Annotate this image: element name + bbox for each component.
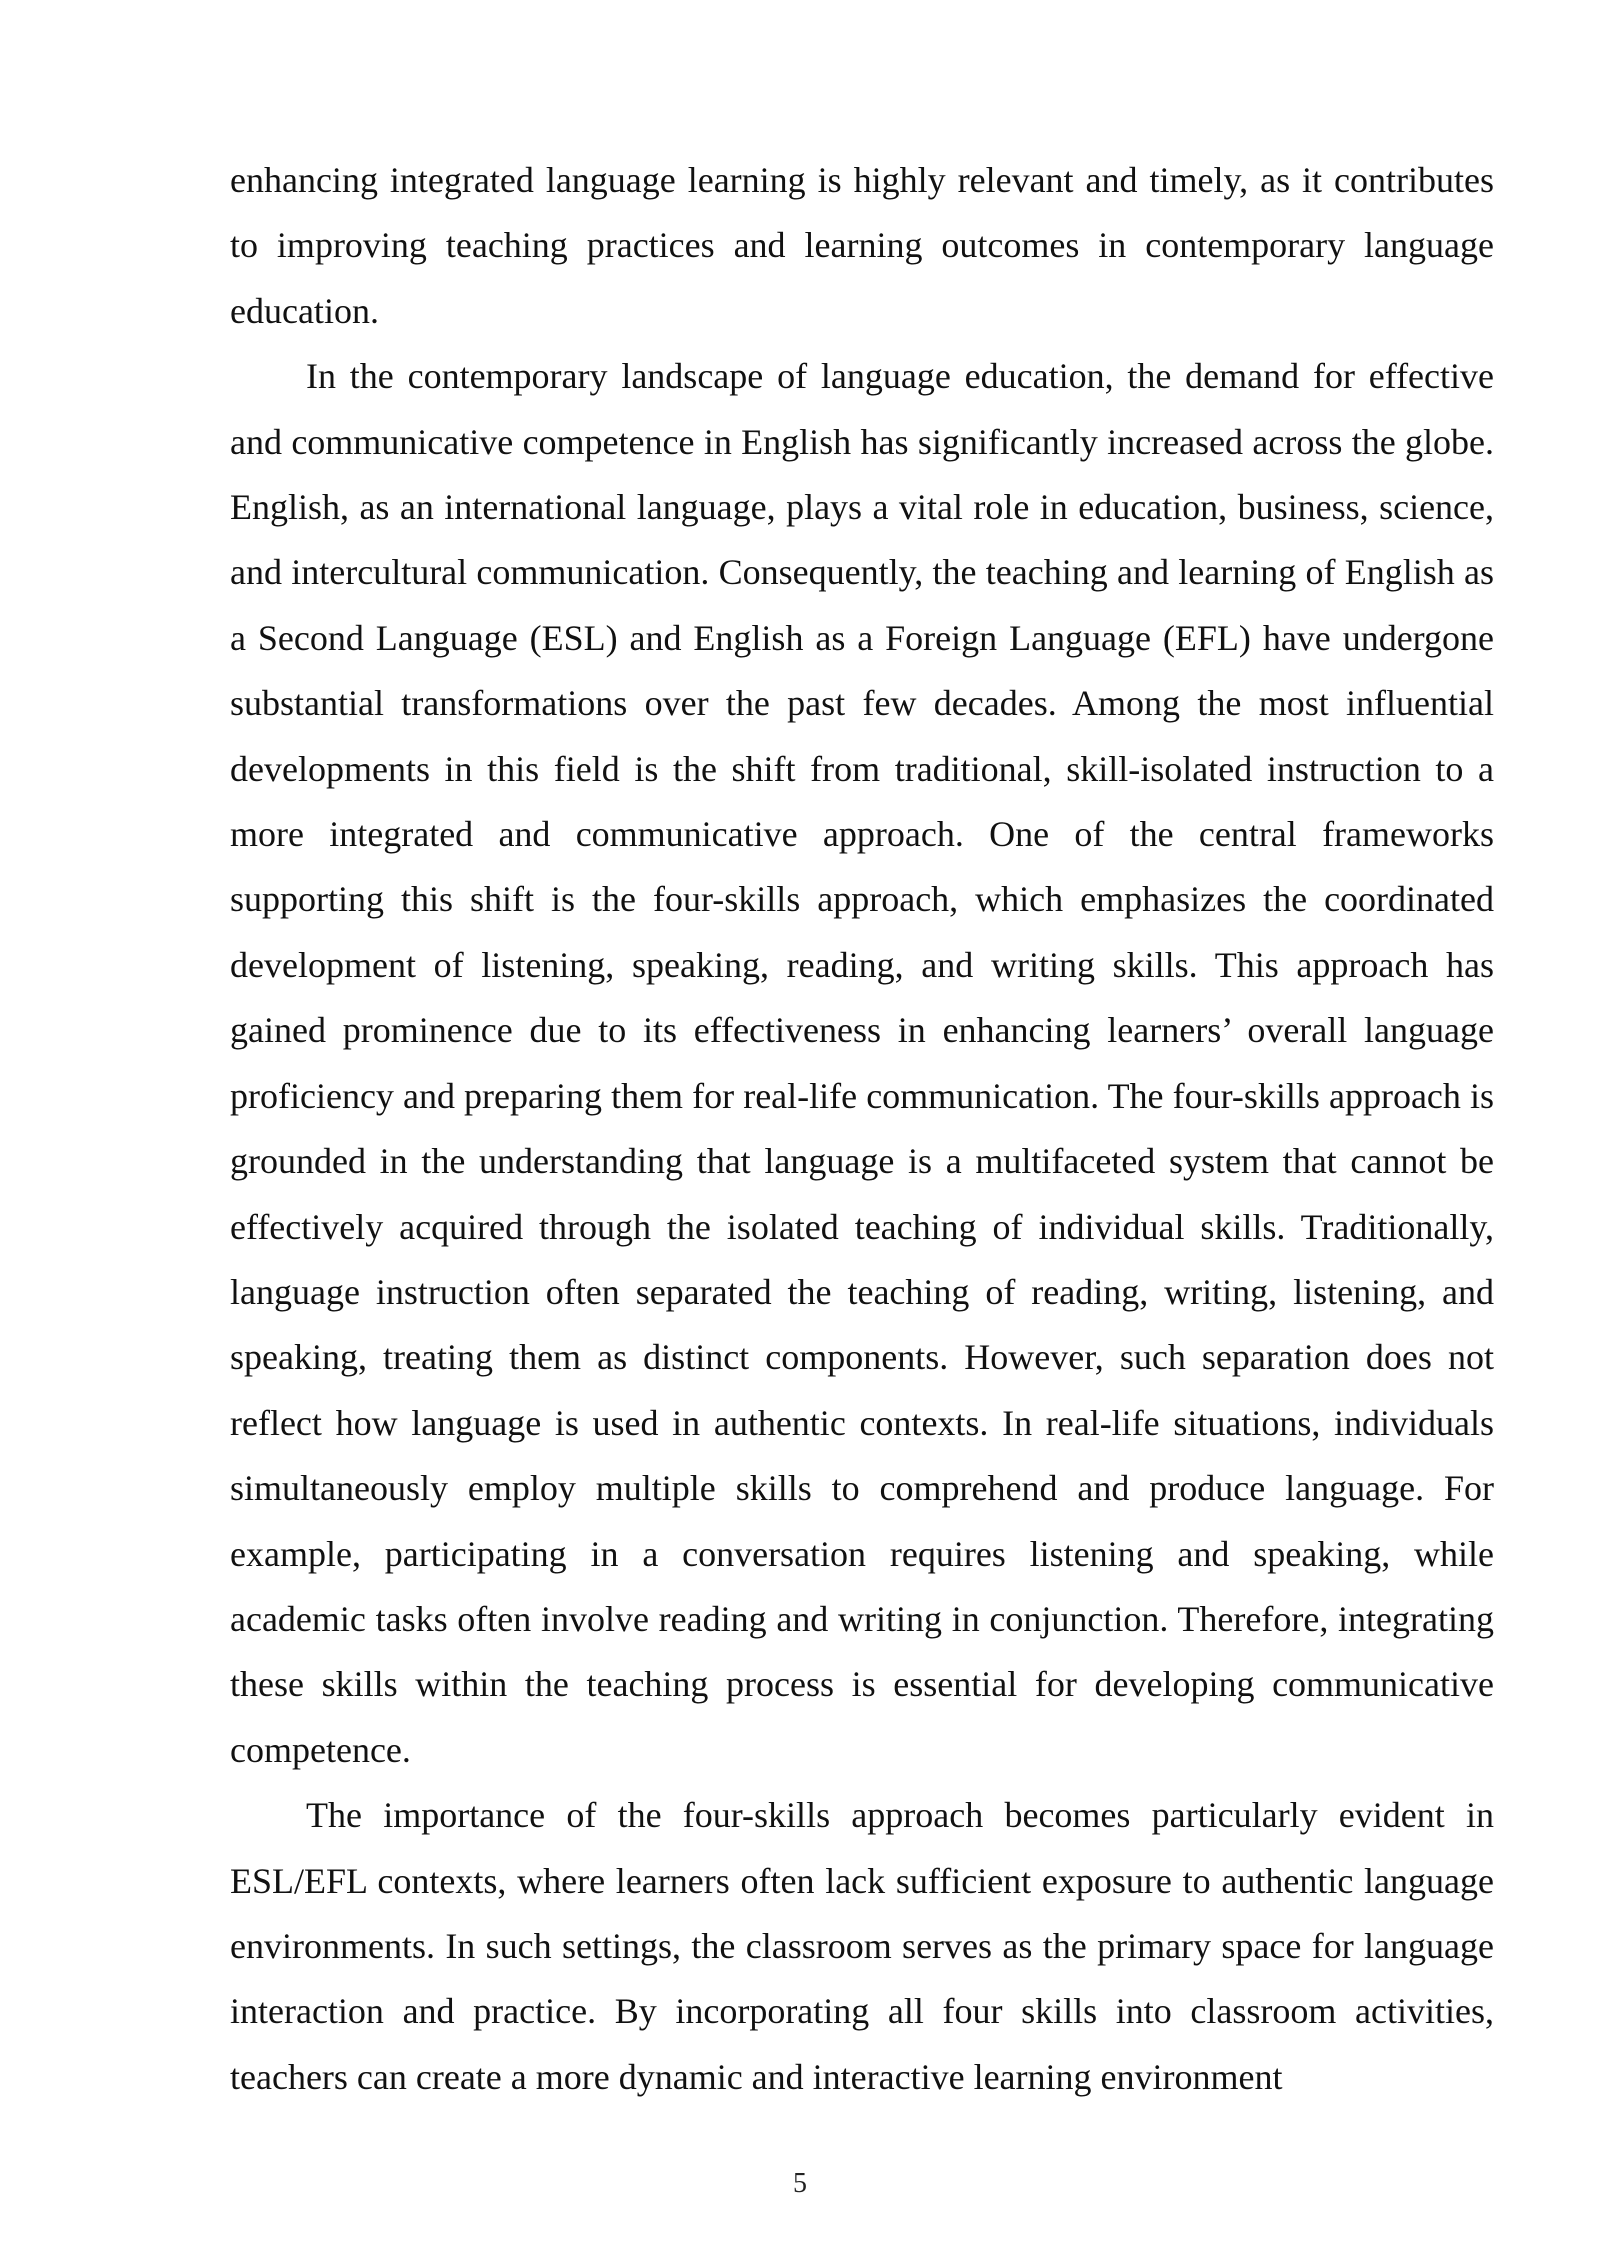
paragraph-language-education: In the contemporary landscape of language education, the demand for effective and communicative competence in English has significantly increased across the globe. English, as an international language, plays a vital role in education, business, science, and intercultural communication. Consequently, the teaching and learning of English as a Second Language (ESL) and English as a Foreign Language (EFL) have undergone substantial transformations over the past few decades. Among the most influential developments in this field is the shift from traditional, skill-isolated instruction to a more integrated and communicative approach. One of the central frameworks supporting this shift is the four-skills approach, which emphasizes the coordinated development of listening, speaking, reading, and writing skills. This approach has gained prominence due to its effectiveness in enhancing learners’ overall language proficiency and preparing them for real-life communication. The four-skills approach is grounded in the understanding that language is a multifaceted system that cannot be effectively acquired through the isolated teaching of individual skills. Traditionally, language instruction often separated the teaching of reading, writing, listening, and speaking, treating them as distinct components. However, such separation does not reflect how language is used in authentic contexts. In real-life situations, individuals simultaneously employ multiple skills to comprehend and produce language. For example, participating in a conversation requires listening and speaking, while academic tasks often involve reading and writing in conjunction. Therefore, integrating these skills within the teaching process is essential for developing communicative competence. [230, 356, 1494, 1770]
paragraph-four-skills-importance: The importance of the four-skills approach becomes particularly evident in ESL/EFL contexts, where learners often lack sufficient exposure to authentic language environments. In such settings, the classroom serves as the primary space for language interaction and practice. By incorporating all four skills into classroom activities, teachers can create a more dynamic and interactive learning environment [230, 1795, 1494, 2097]
page-number: 5 [793, 2168, 807, 2199]
paragraph-continuation: enhancing integrated language learning is highly relevant and timely, as it contributes to improving teaching practices and learning outcomes in contemporary language education. [230, 160, 1494, 331]
body-text [230, 148, 1494, 2110]
